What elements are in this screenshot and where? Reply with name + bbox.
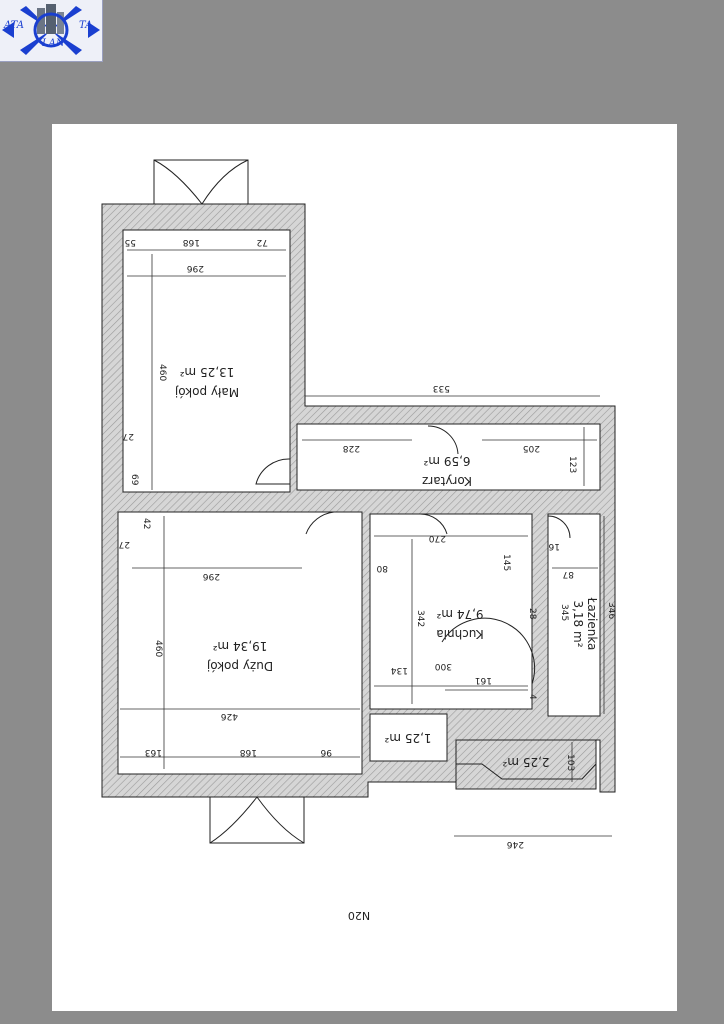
dim-duzy-bottom-left: 163 — [144, 747, 162, 757]
dim-kuchnia-width: 270 — [428, 533, 446, 543]
dim-kuchnia-seg-c: 28 — [527, 608, 537, 620]
room-name-duzy: Duży pokój — [206, 659, 274, 673]
room-area-duzy: 19,34 m² — [212, 639, 268, 653]
floor-plan — [52, 124, 677, 1011]
company-logo — [0, 0, 103, 62]
dim-duzy-niche-b: 27 — [118, 539, 130, 549]
dim-corridor-left: 228 — [342, 443, 360, 453]
dim-lazienka-seg-a: 16 — [548, 541, 560, 551]
room-name-maly: Mały pokój — [174, 385, 240, 399]
dim-lazienka-inner: 345 — [559, 604, 569, 622]
dim-duzy-depth: 460 — [153, 640, 163, 658]
dim-wykusz-width: 246 — [506, 839, 524, 849]
dim-kuchnia-counter: 300 — [434, 661, 452, 671]
dim-duzy-full-width: 426 — [220, 711, 238, 721]
dim-maly-door-right: 72 — [256, 237, 268, 247]
logo-text-right: TA — [79, 20, 93, 31]
room-area-maly: 13,25 m² — [179, 365, 235, 379]
dim-kuchnia-counter-c: 161 — [474, 675, 492, 685]
dim-maly-door-left: 55 — [124, 237, 136, 247]
room-name-lazienka: Łazienka — [585, 597, 599, 651]
room-area-kuchnia: 9,74 m² — [436, 607, 484, 621]
dim-kuchnia-seg-b: 80 — [376, 563, 388, 573]
room-name-korytarz: Korytarz — [422, 474, 472, 488]
dim-lazienka-width: 87 — [562, 569, 574, 579]
room-area-korytarz: 6,59 m² — [423, 454, 471, 468]
sheet-label: N20 — [347, 909, 371, 922]
dim-wykusz-depth: 103 — [565, 754, 575, 772]
exterior-walls — [102, 204, 615, 797]
dim-kuchnia-depth: 342 — [415, 610, 425, 628]
room-name-kuchnia: Kuchnia — [436, 627, 484, 641]
dim-maly-wall-seg: 69 — [129, 474, 139, 486]
dim-maly-door-width: 168 — [182, 237, 200, 247]
dim-maly-depth: 460 — [157, 364, 167, 382]
dim-maly-niche: 27 — [122, 431, 134, 441]
dim-duzy-niche-a: 42 — [141, 518, 151, 530]
dim-kuchnia-seg-a: 145 — [501, 554, 511, 572]
dim-kuchnia-counter-b: 134 — [390, 665, 408, 675]
dim-maly-width: 296 — [186, 263, 204, 273]
room-area-schowek: 1,25 m² — [384, 731, 432, 745]
logo-text-left: ATA — [4, 20, 25, 31]
dim-corridor-right: 205 — [522, 443, 540, 453]
dim-duzy-door-width: 168 — [239, 747, 257, 757]
balcony-door-top — [154, 160, 248, 204]
dim-corridor-length: 533 — [432, 383, 450, 393]
room-area-wykusz: 2,25 m² — [502, 755, 550, 769]
doors — [256, 426, 570, 684]
logo-text-bottom: LAN — [42, 38, 65, 49]
room-area-lazienka: 3,18 m² — [571, 600, 585, 648]
dim-corridor-depth: 123 — [567, 456, 577, 474]
dim-duzy-bottom-right: 96 — [320, 747, 332, 757]
floor-plan-sheet — [52, 124, 677, 1011]
balcony-door-bottom — [210, 797, 304, 843]
dim-duzy-width: 296 — [202, 571, 220, 581]
dim-kuchnia-seg-d: 4 — [527, 694, 537, 700]
dim-lazienka-depth: 346 — [606, 602, 616, 620]
